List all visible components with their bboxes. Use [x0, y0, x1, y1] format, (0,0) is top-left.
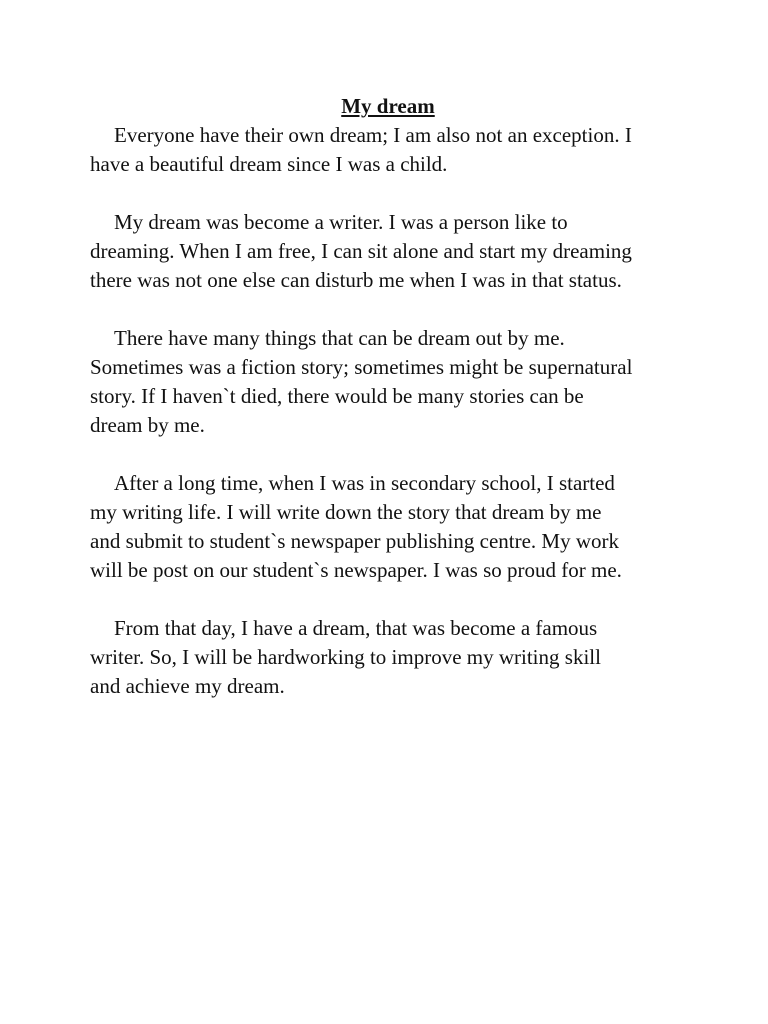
paragraph-line: my writing life. I will write down the story that dream by me — [90, 500, 602, 524]
paragraph-line: and submit to student`s newspaper publishing centre. My work — [90, 529, 619, 553]
paragraph-line: From that day, I have a dream, that was become a famous — [114, 616, 598, 640]
paragraph — [90, 614, 686, 701]
paragraph-line: After a long time, when I was in secondary school, I started — [114, 471, 615, 495]
paragraph-line: My dream was become a writer. I was a person like to — [114, 210, 568, 234]
paragraph-line: There have many things that can be dream out by me. — [114, 326, 565, 350]
document-body — [90, 92, 686, 730]
paragraph-line: Sometimes was a fiction story; sometimes might be supernatural — [90, 355, 633, 379]
paragraph-line: story. If I haven`t died, there would be many stories can be — [90, 384, 584, 408]
paragraph-line: dream by me. — [90, 413, 205, 437]
paragraph — [90, 324, 686, 440]
paragraph — [90, 208, 686, 295]
paragraph — [90, 121, 686, 179]
paragraph-line: dreaming. When I am free, I can sit alone and start my dreaming — [90, 239, 632, 263]
paragraph-line: will be post on our student`s newspaper. I was so proud for me. — [90, 558, 622, 582]
paragraph-line: and achieve my dream. — [90, 674, 285, 698]
paragraph-line: writer. So, I will be hardworking to improve my writing skill — [90, 645, 601, 669]
paragraph-line: Everyone have their own dream; I am also not an exception. I — [114, 123, 632, 147]
paragraph-line: have a beautiful dream since I was a child. — [90, 152, 448, 176]
page-title: My dream — [341, 94, 435, 118]
paragraph-line: there was not one else can disturb me when I was in that status. — [90, 268, 622, 292]
paragraph — [90, 469, 686, 585]
